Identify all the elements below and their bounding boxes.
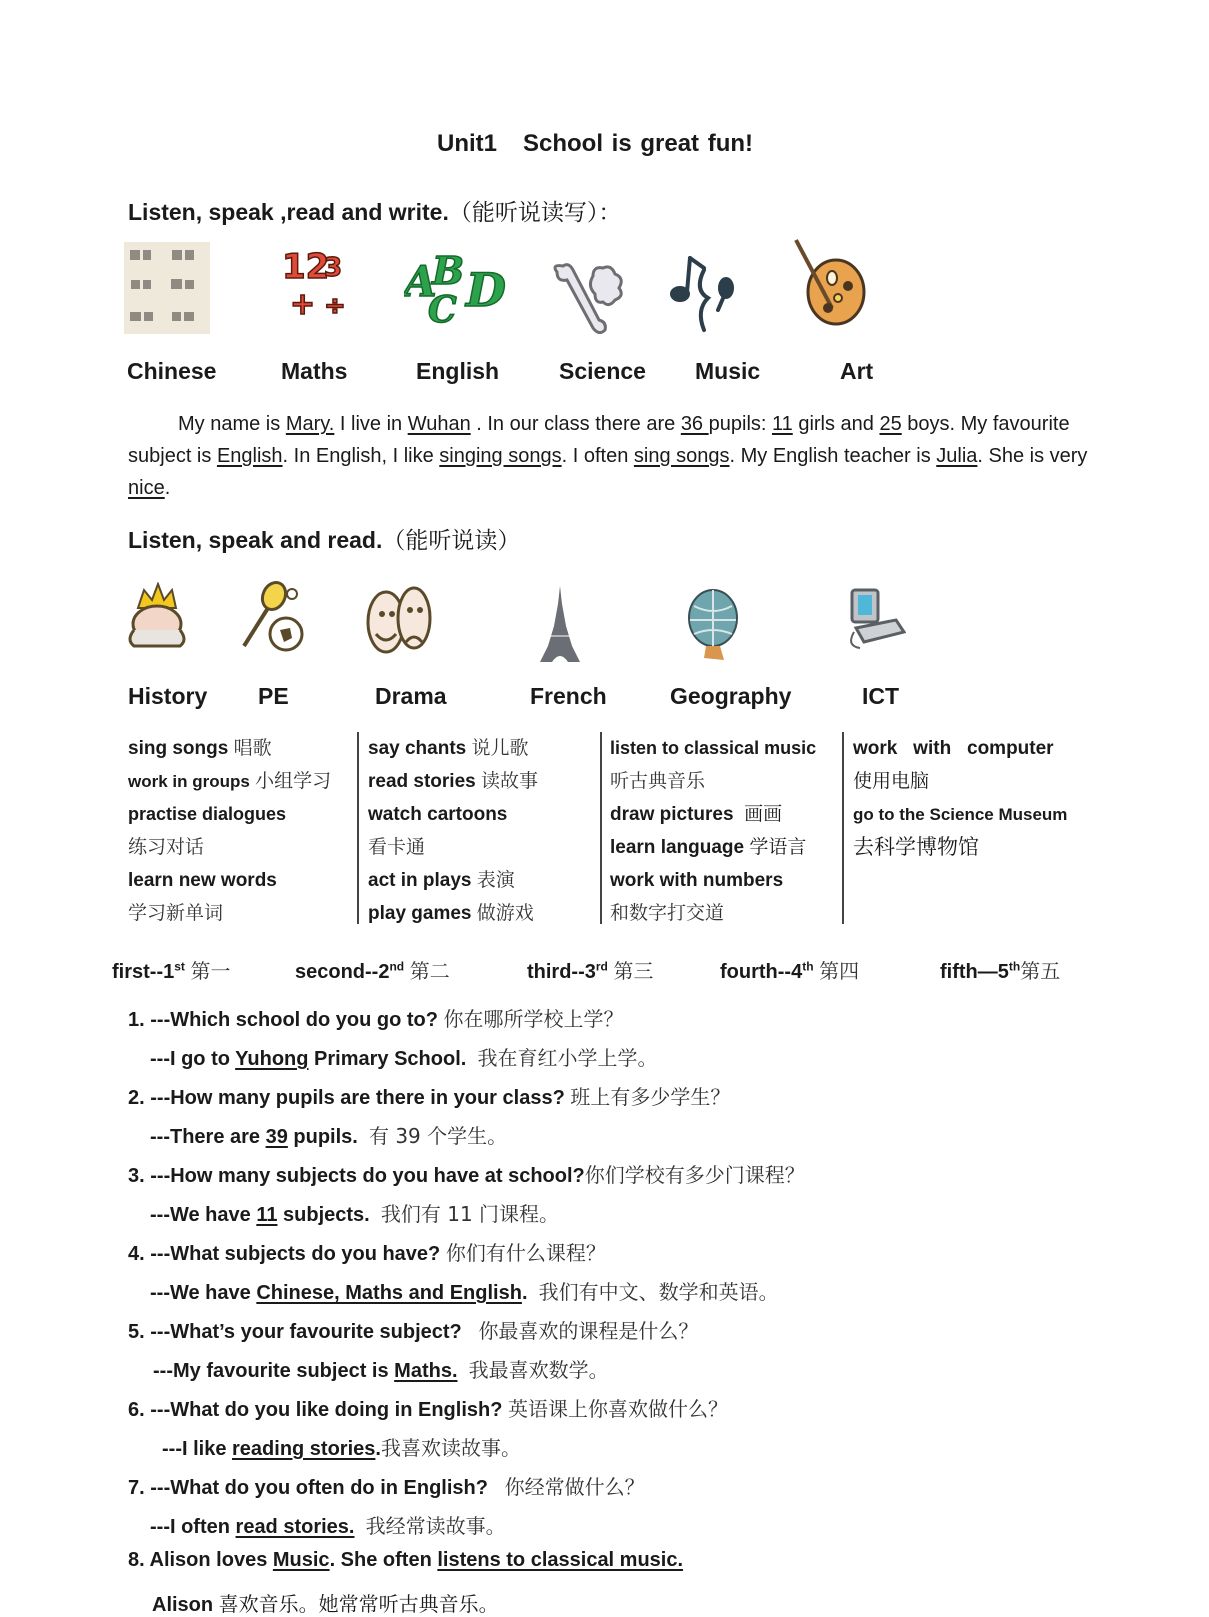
phrase-column-1	[128, 732, 331, 930]
phrase-item: go to the Science Museum	[853, 805, 1068, 824]
subject-label: French	[530, 683, 607, 709]
phrase-item: say chants 说儿歌	[368, 737, 529, 759]
music-notes-icon	[668, 250, 740, 336]
answer-4: ---We have Chinese, Maths and English. 我们有中文、数学和英语。	[150, 1280, 779, 1304]
blank-pupils: 36	[680, 413, 709, 435]
phrase-column-2	[368, 732, 538, 930]
ordinal-first: first--1st 第一	[112, 959, 231, 983]
phrase-item: play games 做游戏	[368, 902, 534, 924]
section1-heading-en: Listen, speak ,read and write.	[128, 199, 449, 225]
column-divider	[842, 732, 844, 924]
phrase-item: 使用电脑	[853, 770, 930, 792]
column-divider	[357, 732, 359, 924]
subject-label: English	[416, 358, 500, 384]
paint-palette-icon	[792, 238, 868, 328]
ordinal-third: third--3rd 第三	[527, 959, 654, 983]
phrase-item: 和数字打交道	[610, 902, 725, 924]
answer-1: ---I go to Yuhong Primary School. 我在育红小学上学。	[150, 1046, 658, 1070]
drama-masks-icon	[366, 584, 436, 656]
blank-boys: 25	[879, 413, 902, 435]
column-divider	[600, 732, 602, 924]
subject-label: PE	[258, 683, 289, 709]
blank-city: Wuhan	[407, 413, 471, 435]
answer-7: ---I often read stories. 我经常读故事。	[150, 1514, 506, 1538]
question-7: 7. ---What do you often do in English? 你经常做什么？	[128, 1475, 645, 1499]
sentence-8: 8. Alison loves Music. She often listens to classical music.	[128, 1549, 684, 1571]
svg-text:÷: ÷	[324, 291, 346, 318]
question-4: 4. ---What subjects do you have? 你们有什么课程？	[128, 1241, 606, 1265]
phrase-item: act in plays 表演	[368, 869, 515, 891]
svg-text:C: C	[428, 289, 457, 324]
sentence-8-translation: Alison 喜欢音乐。她常常听古典音乐。	[152, 1592, 499, 1616]
question-3: 3. ---How many subjects do you have at school?你们学校有多少门课程？	[128, 1163, 805, 1187]
subject-label: Maths	[281, 358, 348, 384]
phrase-item: learn language 学语言	[610, 836, 807, 858]
subject-label: History	[128, 683, 208, 709]
blank-name: Mary.	[285, 413, 335, 435]
question-5: 5. ---What’s your favourite subject? 你最喜欢的课程是什么？	[128, 1319, 699, 1343]
svg-text:+: +	[290, 287, 316, 318]
ordinal-fifth: fifth—5th第五	[940, 959, 1061, 983]
question-2: 2. ---How many pupils are there in your class? 班上有多少学生？	[128, 1085, 731, 1109]
numbers-icon	[280, 246, 352, 318]
phrase-item: work with numbers	[610, 870, 784, 891]
svg-text:A: A	[404, 257, 437, 306]
blank-like: singing songs	[439, 445, 562, 467]
answer-6: ---I like reading stories.我喜欢读故事。	[162, 1436, 521, 1460]
question-6: 6. ---What do you like doing in English? 英语课上你喜欢做什么？	[128, 1397, 728, 1421]
svg-text:3: 3	[324, 253, 343, 283]
phrase-item: work in groups 小组学习	[128, 770, 332, 792]
phrase-column-4	[853, 732, 1067, 865]
abcd-letters-icon	[404, 244, 514, 324]
king-icon	[122, 582, 192, 652]
phrase-item: 看卡通	[368, 836, 426, 858]
answer-2: ---There are 39 pupils. 有 39 个学生。	[150, 1124, 508, 1148]
ordinal-fourth: fourth--4th 第四	[720, 959, 860, 983]
section2-heading-cn: （能听说读）	[382, 528, 521, 554]
section2-heading-en: Listen, speak and read.	[128, 527, 383, 553]
phrase-item: work with computer	[853, 738, 1054, 759]
computer-icon	[846, 586, 906, 652]
blank-teacher: Julia	[936, 445, 978, 467]
subject-label: Geography	[670, 683, 792, 709]
phrase-item: watch cartoons	[368, 804, 508, 825]
subject-label: Science	[559, 358, 646, 384]
phrase-item: sing songs 唱歌	[128, 737, 272, 759]
phrase-item: 学习新单词	[128, 902, 224, 924]
section1-heading-cn: （能听说读写）：	[448, 200, 622, 226]
blank-girls: 11	[772, 413, 793, 435]
phrase-item: read stories 读故事	[368, 770, 539, 792]
subject-label: Chinese	[127, 358, 217, 384]
phrase-item: 去科学博物馆	[853, 835, 979, 859]
subject-label: Art	[840, 358, 874, 384]
answer-5: ---My favourite subject is Maths. 我最喜欢数学。	[153, 1358, 609, 1382]
svg-text:12: 12	[282, 247, 330, 287]
subject-label: Music	[695, 358, 761, 384]
globe-icon	[684, 586, 742, 666]
blank-subject: English	[216, 445, 283, 467]
section1-heading	[128, 194, 621, 227]
phrase-item: 听古典音乐	[610, 770, 706, 792]
calligraphy-icon	[124, 242, 210, 334]
ordinal-second: second--2nd 第二	[295, 959, 450, 983]
blank-often: sing songs	[633, 445, 730, 467]
svg-text:B: B	[432, 248, 465, 293]
unit-title: School is great fun!	[523, 130, 754, 157]
subject-label: Drama	[375, 683, 447, 709]
phrase-item: 练习对话	[128, 836, 205, 858]
phrase-item: learn new words	[128, 870, 277, 891]
phrase-item: listen to classical music	[610, 738, 817, 758]
intro-paragraph: My name is Mary. I live in Wuhan . In our class there are 36 pupils: 11 girls and 25 boys. My favourite subject is English. In English, I like singing songs. I often sing songs. My English teacher is Julia. She is very nice.	[128, 413, 1088, 499]
subject-label: ICT	[862, 683, 900, 709]
phrase-item: practise dialogues	[128, 804, 287, 824]
bones-icon	[549, 262, 627, 334]
section2-heading	[128, 522, 520, 555]
phrase-item: draw pictures 画画	[610, 803, 783, 825]
eiffel-tower-icon	[538, 586, 582, 664]
phrase-column-3	[610, 732, 816, 930]
page-title	[437, 130, 753, 158]
blank-adj: nice	[128, 477, 165, 499]
question-1: 1. ---Which school do you go to? 你在哪所学校上学？	[128, 1007, 624, 1031]
unit-label: Unit1	[437, 130, 497, 157]
svg-text:D: D	[466, 263, 506, 317]
racket-ball-icon	[240, 580, 310, 654]
answer-3: ---We have 11 subjects. 我们有 11 门课程。	[150, 1202, 560, 1226]
